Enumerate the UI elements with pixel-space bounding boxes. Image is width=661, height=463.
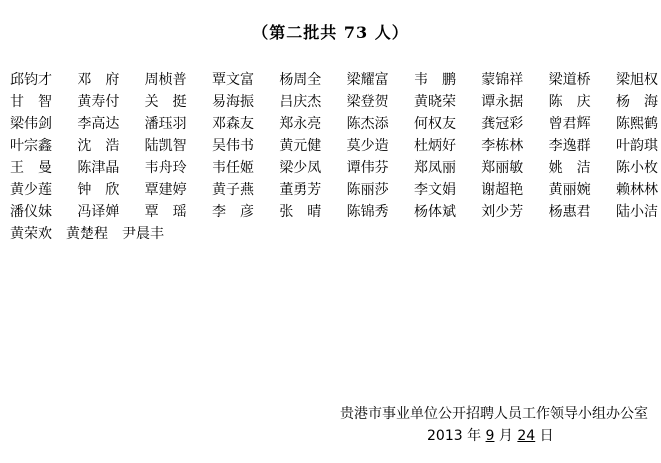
person-name: 尹晨丰	[122, 226, 164, 242]
person-name: 陈 庆	[548, 94, 591, 110]
person-name: 王 曼	[10, 160, 52, 176]
person-name: 梁伟剑	[10, 116, 52, 132]
name-row	[10, 69, 658, 91]
person-name: 陈津晶	[77, 160, 120, 176]
person-name: 覃文富	[211, 72, 254, 88]
person-name: 郑永亮	[279, 116, 322, 132]
person-name: 叶韵琪	[615, 138, 658, 154]
person-name: 黄丽婉	[548, 182, 591, 198]
person-name: 沈 浩	[77, 138, 120, 154]
person-name: 陈丽莎	[346, 182, 389, 198]
person-name: 陈熙鹤	[615, 116, 658, 132]
person-name: 曾君辉	[548, 116, 591, 132]
person-name: 关 挺	[144, 94, 187, 110]
person-name: 谭永据	[481, 94, 524, 110]
person-name: 郑丽敏	[481, 160, 524, 176]
person-name: 杨周全	[279, 72, 322, 88]
person-name: 姚 洁	[548, 160, 591, 176]
person-name: 黄晓荣	[413, 94, 456, 110]
person-name: 赖林林	[615, 182, 658, 198]
date-day: 24	[517, 428, 536, 444]
name-row	[10, 223, 658, 245]
name-row	[10, 179, 658, 201]
person-name: 陆小洁	[615, 204, 658, 220]
date-month-char: 月	[498, 428, 513, 444]
issue-date	[427, 425, 554, 445]
person-name: 李 彦	[211, 204, 254, 220]
document-title: （第二批共 73 人）	[252, 23, 409, 42]
person-name: 谢超艳	[481, 182, 524, 198]
person-name: 梁耀富	[346, 72, 389, 88]
person-name: 陈锦秀	[346, 204, 389, 220]
person-name: 郑凤丽	[413, 160, 456, 176]
person-name: 李高达	[77, 116, 120, 132]
person-name: 陈杰添	[346, 116, 389, 132]
person-name: 杜炳好	[413, 138, 456, 154]
person-name: 梁道桥	[548, 72, 591, 88]
person-name: 韦舟玲	[144, 160, 187, 176]
person-name: 杨惠君	[548, 204, 591, 220]
person-name: 易海振	[211, 94, 254, 110]
person-name: 黄楚程	[66, 226, 108, 242]
person-name: 覃建婷	[144, 182, 187, 198]
person-name: 甘 智	[10, 94, 52, 110]
name-row	[10, 201, 658, 223]
person-name: 韦任姬	[211, 160, 254, 176]
person-name: 杨体斌	[413, 204, 456, 220]
person-name: 邓森友	[211, 116, 254, 132]
name-row	[10, 91, 658, 113]
person-name: 邓 府	[77, 72, 120, 88]
person-name: 陈小枚	[615, 160, 658, 176]
person-name: 董勇芳	[279, 182, 322, 198]
person-name: 钟 欣	[77, 182, 120, 198]
person-name: 梁登贺	[346, 94, 389, 110]
issuing-office: 贵港市事业单位公开招聘人员工作领导小组办公室	[340, 406, 648, 422]
person-name: 邱钧才	[10, 72, 52, 88]
date-month: 9	[485, 428, 495, 444]
person-name: 梁少凤	[279, 160, 322, 176]
person-name: 黄荣欢	[10, 226, 52, 242]
person-name: 莫少造	[346, 138, 389, 154]
person-name: 张 晴	[279, 204, 322, 220]
person-name: 冯译婵	[77, 204, 120, 220]
person-name: 刘少芳	[481, 204, 524, 220]
person-name: 谭伟芬	[346, 160, 389, 176]
person-name: 黄寿付	[77, 94, 120, 110]
person-name: 黄元健	[279, 138, 322, 154]
name-list	[10, 69, 658, 245]
name-row	[10, 113, 658, 135]
person-name: 蒙锦祥	[481, 72, 524, 88]
person-name: 黄少莲	[10, 182, 52, 198]
person-name: 杨 海	[615, 94, 658, 110]
date-year: 2013	[427, 428, 463, 444]
person-name: 韦 鹏	[413, 72, 456, 88]
person-name: 黄子燕	[211, 182, 254, 198]
person-name: 陆凯智	[144, 138, 187, 154]
person-name: 何权友	[413, 116, 456, 132]
person-name: 李逸群	[548, 138, 591, 154]
name-row	[10, 157, 658, 179]
date-year-char: 年	[467, 428, 482, 444]
name-row	[10, 135, 658, 157]
person-name: 叶宗鑫	[10, 138, 52, 154]
person-name: 李栋林	[481, 138, 524, 154]
person-name: 潘珏羽	[144, 116, 187, 132]
person-name: 潘仪妹	[10, 204, 52, 220]
date-day-char: 日	[539, 428, 554, 444]
person-name: 覃 瑶	[144, 204, 187, 220]
person-name: 李文娟	[413, 182, 456, 198]
person-name: 吕庆杰	[279, 94, 322, 110]
person-name: 龚冠彩	[481, 116, 524, 132]
person-name: 梁旭权	[615, 72, 658, 88]
person-name: 周桢普	[144, 72, 187, 88]
person-name: 吴伟书	[211, 138, 254, 154]
